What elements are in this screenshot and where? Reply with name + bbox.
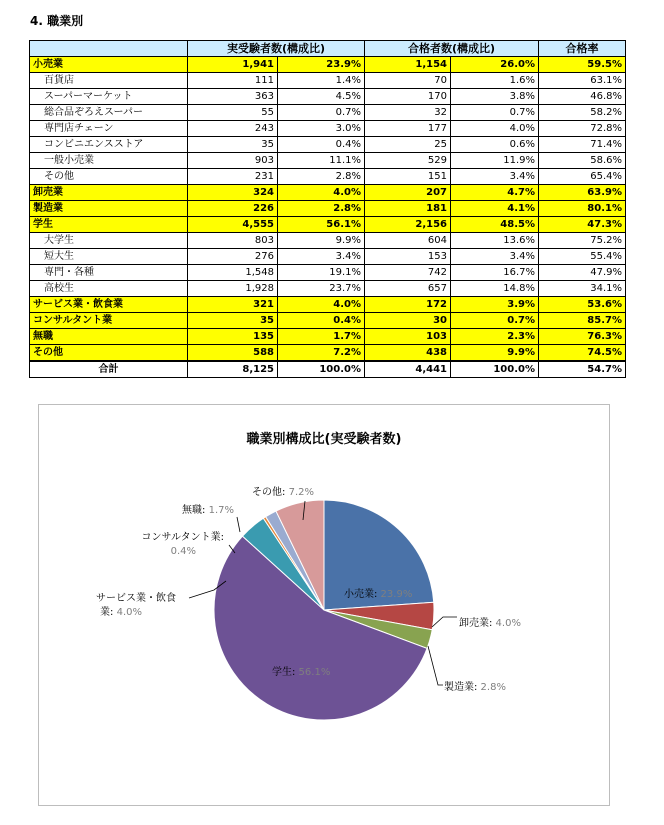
- takers-count: 226: [188, 201, 278, 217]
- pass-rate: 46.8%: [539, 89, 626, 105]
- passers-share: 11.9%: [451, 153, 539, 169]
- takers-count: 111: [188, 73, 278, 89]
- passers-share: 3.4%: [451, 169, 539, 185]
- row-label: 短大生: [30, 249, 188, 265]
- takers-count: 135: [188, 329, 278, 345]
- row-label: 総合品ぞろえスーパー: [30, 105, 188, 121]
- takers-count: 903: [188, 153, 278, 169]
- takers-share: 0.7%: [278, 105, 365, 121]
- pass-rate: 58.6%: [539, 153, 626, 169]
- row-label: コンサルタント業: [30, 313, 188, 329]
- row-label: 専門・各種: [30, 265, 188, 281]
- pass-rate: 59.5%: [539, 57, 626, 73]
- row-label: サービス業・飲食業: [30, 297, 188, 313]
- passers-count: 529: [365, 153, 451, 169]
- takers-count: 803: [188, 233, 278, 249]
- total-row: [30, 361, 626, 378]
- passers-count: 103: [365, 329, 451, 345]
- takers-share: 0.4%: [278, 137, 365, 153]
- takers-count: 321: [188, 297, 278, 313]
- header-passers: 合格者数(構成比): [365, 41, 539, 57]
- takers-share: 2.8%: [278, 169, 365, 185]
- passers-count: 604: [365, 233, 451, 249]
- header-label: [30, 41, 188, 57]
- takers-share: 19.1%: [278, 265, 365, 281]
- table-row: [30, 201, 626, 217]
- slice-label-6: コンサルタント業: 0.4%: [141, 532, 224, 557]
- table-row: [30, 137, 626, 153]
- takers-share: 9.9%: [278, 233, 365, 249]
- pass-rate: 47.3%: [539, 217, 626, 233]
- leader-line-3: [428, 646, 443, 685]
- takers-share: 0.4%: [278, 313, 365, 329]
- takers-share: 4.5%: [278, 89, 365, 105]
- row-label: 無職: [30, 329, 188, 345]
- slice-label-3: 製造業: 2.8%: [444, 682, 506, 693]
- takers-count: 4,555: [188, 217, 278, 233]
- takers-count: 1,548: [188, 265, 278, 281]
- passers-count: 657: [365, 281, 451, 297]
- passers-count: 70: [365, 73, 451, 89]
- takers-share: 11.1%: [278, 153, 365, 169]
- takers-count: 1,928: [188, 281, 278, 297]
- leader-line-7: [237, 517, 240, 532]
- takers-count: 55: [188, 105, 278, 121]
- row-label: その他: [30, 169, 188, 185]
- passers-count: 172: [365, 297, 451, 313]
- passers-count: 177: [365, 121, 451, 137]
- table-header-row: [30, 41, 626, 57]
- passers-count: 181: [365, 201, 451, 217]
- takers-share: 2.8%: [278, 201, 365, 217]
- pass-rate: 72.8%: [539, 121, 626, 137]
- passers-count: 151: [365, 169, 451, 185]
- takers-count: 35: [188, 137, 278, 153]
- header-rate: 合格率: [539, 41, 626, 57]
- row-label: 大学生: [30, 233, 188, 249]
- takers-count: 324: [188, 185, 278, 201]
- table-row: [30, 265, 626, 281]
- takers-share: 4.0%: [278, 185, 365, 201]
- occupation-stats-table: [29, 40, 626, 378]
- table-row: [30, 121, 626, 137]
- passers-share: 9.9%: [451, 345, 539, 362]
- takers-share: 3.4%: [278, 249, 365, 265]
- passers-share: 1.6%: [451, 73, 539, 89]
- takers-count: 1,941: [188, 57, 278, 73]
- slice-label-8: その他: 7.2%: [252, 487, 314, 498]
- takers-count: 35: [188, 313, 278, 329]
- passers-count: 438: [365, 345, 451, 362]
- takers-share: 56.1%: [278, 217, 365, 233]
- pass-rate: 34.1%: [539, 281, 626, 297]
- pass-rate: 85.7%: [539, 313, 626, 329]
- takers-share: 7.2%: [278, 345, 365, 362]
- row-label: スーパーマーケット: [30, 89, 188, 105]
- table-row: [30, 297, 626, 313]
- pass-rate: 74.5%: [539, 345, 626, 362]
- table-row: [30, 105, 626, 121]
- row-label: その他: [30, 345, 188, 362]
- table-row: [30, 185, 626, 201]
- passers-count: 30: [365, 313, 451, 329]
- pass-rate: 80.1%: [539, 201, 626, 217]
- table-row: [30, 169, 626, 185]
- passers-count: 207: [365, 185, 451, 201]
- passers-share: 3.9%: [451, 297, 539, 313]
- passers-share: 3.4%: [451, 249, 539, 265]
- passers-share: 13.6%: [451, 233, 539, 249]
- passers-share: 26.0%: [451, 57, 539, 73]
- pass-rate: 55.4%: [539, 249, 626, 265]
- takers-count: 243: [188, 121, 278, 137]
- table-row: [30, 73, 626, 89]
- row-label: 百貨店: [30, 73, 188, 89]
- passers-share: 100.0%: [451, 361, 539, 378]
- pass-rate: 47.9%: [539, 265, 626, 281]
- passers-count: 170: [365, 89, 451, 105]
- takers-share: 23.7%: [278, 281, 365, 297]
- table-row: [30, 89, 626, 105]
- takers-count: 588: [188, 345, 278, 362]
- passers-count: 742: [365, 265, 451, 281]
- pass-rate: 63.9%: [539, 185, 626, 201]
- table-row: [30, 329, 626, 345]
- passers-share: 4.0%: [451, 121, 539, 137]
- row-label: 小売業: [30, 57, 188, 73]
- row-label: コンビニエンスストア: [30, 137, 188, 153]
- row-label: 学生: [30, 217, 188, 233]
- pass-rate: 53.6%: [539, 297, 626, 313]
- takers-count: 276: [188, 249, 278, 265]
- table-row: [30, 233, 626, 249]
- passers-share: 4.1%: [451, 201, 539, 217]
- passers-share: 16.7%: [451, 265, 539, 281]
- section-title: 4. 職業別: [30, 14, 84, 28]
- leader-line-2: [432, 617, 457, 627]
- table-row: [30, 313, 626, 329]
- takers-share: 1.4%: [278, 73, 365, 89]
- slice-label-1: 小売業: 23.9%: [344, 589, 413, 600]
- row-label: 一般小売業: [30, 153, 188, 169]
- passers-share: 0.7%: [451, 313, 539, 329]
- passers-share: 14.8%: [451, 281, 539, 297]
- pass-rate: 76.3%: [539, 329, 626, 345]
- pass-rate: 75.2%: [539, 233, 626, 249]
- table-row: [30, 217, 626, 233]
- takers-share: 23.9%: [278, 57, 365, 73]
- header-takers: 実受験者数(構成比): [188, 41, 365, 57]
- passers-count: 2,156: [365, 217, 451, 233]
- slice-label-4: 学生: 56.1%: [272, 667, 331, 678]
- slice-label-2: 卸売業: 4.0%: [459, 618, 521, 629]
- pass-rate: 58.2%: [539, 105, 626, 121]
- takers-share: 3.0%: [278, 121, 365, 137]
- slice-label-7: 無職: 1.7%: [182, 505, 234, 516]
- row-label: 高校生: [30, 281, 188, 297]
- takers-share: 4.0%: [278, 297, 365, 313]
- passers-share: 4.7%: [451, 185, 539, 201]
- slice-label-5: サービス業・飲食業: 4.0%: [96, 593, 176, 618]
- table-row: [30, 249, 626, 265]
- pie-chart-panel: [38, 404, 610, 806]
- chart-title: 職業別構成比(実受験者数): [246, 432, 402, 447]
- table-row: [30, 153, 626, 169]
- takers-count: 231: [188, 169, 278, 185]
- passers-count: 1,154: [365, 57, 451, 73]
- row-label: 合計: [30, 361, 188, 378]
- takers-count: 363: [188, 89, 278, 105]
- row-label: 卸売業: [30, 185, 188, 201]
- pass-rate: 54.7%: [539, 361, 626, 378]
- row-label: 製造業: [30, 201, 188, 217]
- passers-count: 153: [365, 249, 451, 265]
- takers-count: 8,125: [188, 361, 278, 378]
- table-row: [30, 281, 626, 297]
- passers-count: 4,441: [365, 361, 451, 378]
- passers-share: 3.8%: [451, 89, 539, 105]
- pass-rate: 71.4%: [539, 137, 626, 153]
- pie-chart: [39, 405, 609, 805]
- takers-share: 1.7%: [278, 329, 365, 345]
- passers-count: 25: [365, 137, 451, 153]
- passers-share: 2.3%: [451, 329, 539, 345]
- passers-share: 48.5%: [451, 217, 539, 233]
- pass-rate: 65.4%: [539, 169, 626, 185]
- passers-share: 0.6%: [451, 137, 539, 153]
- passers-share: 0.7%: [451, 105, 539, 121]
- table-row: [30, 57, 626, 73]
- takers-share: 100.0%: [278, 361, 365, 378]
- table-row: [30, 345, 626, 362]
- pass-rate: 63.1%: [539, 73, 626, 89]
- passers-count: 32: [365, 105, 451, 121]
- row-label: 専門店チェーン: [30, 121, 188, 137]
